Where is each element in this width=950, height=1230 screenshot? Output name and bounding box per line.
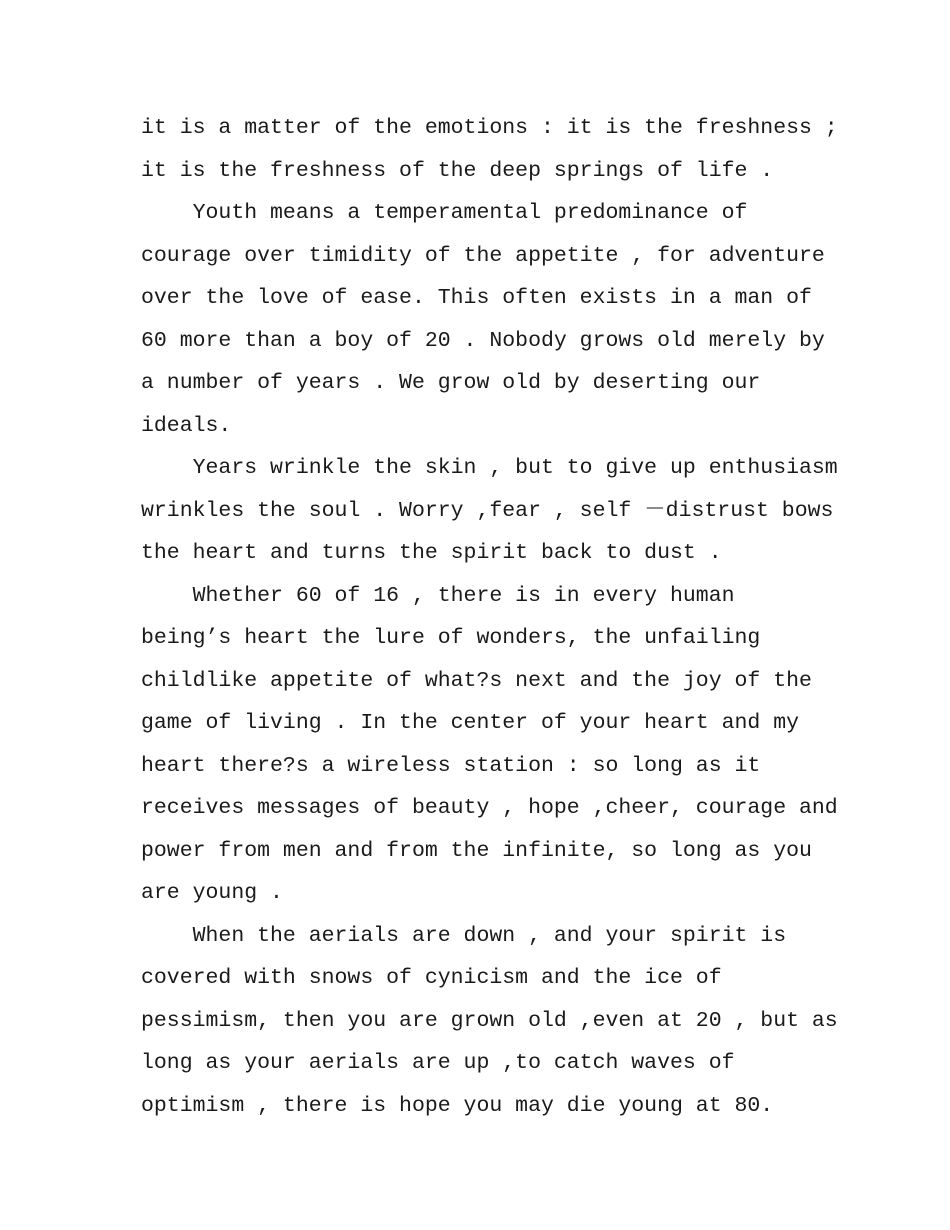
text-line: the heart and turns the spirit back to dust . [141, 541, 722, 565]
text-line: game of living . In the center of your heart and my [141, 711, 800, 735]
text-line: pessimism, then you are grown old ,even at 20 , but as [141, 1008, 838, 1033]
text-line: heart there?s a wireless station : so long as it [141, 753, 761, 778]
text-line: a number of years . We grow old by deserting our [141, 371, 761, 395]
text-line: Years wrinkle the skin , but to give up enthusiasm [141, 456, 838, 480]
text-line: 60 more than a boy of 20 . Nobody grows old merely by [141, 328, 825, 353]
text-line: long as your aerials are up ,to catch waves of [141, 1051, 735, 1075]
text-line: receives messages of beauty , hope ,cheer, courage and [141, 796, 838, 820]
text-line: optimism , there is hope you may die young at 80. [141, 1093, 774, 1118]
text-line: over the love of ease. This often exists in a man of [141, 286, 812, 310]
text-line: are young . [141, 881, 283, 905]
text-line: When the aerials are down , and your spirit is [141, 923, 787, 948]
document-body [141, 107, 838, 1127]
text-line: Youth means a temperamental predominance of [141, 201, 748, 225]
text-line: wrinkles the soul . Worry ,fear , self －distrust bows [141, 498, 834, 523]
text-line: childlike appetite of what?s next and the joy of the [141, 668, 812, 693]
text-line: Whether 60 of 16 , there is in every human [141, 583, 735, 608]
text-line: it is a matter of the emotions : it is the freshness ; [141, 116, 838, 140]
text-line: being’s heart the lure of wonders, the unfailing [141, 626, 761, 650]
text-line: ideals. [141, 413, 232, 438]
text-line: power from men and from the infinite, so long as you [141, 838, 812, 863]
text-line: it is the freshness of the deep springs of life . [141, 158, 774, 183]
text-line: covered with snows of cynicism and the ice of [141, 966, 722, 990]
text-line: courage over timidity of the appetite , for adventure [141, 243, 825, 268]
